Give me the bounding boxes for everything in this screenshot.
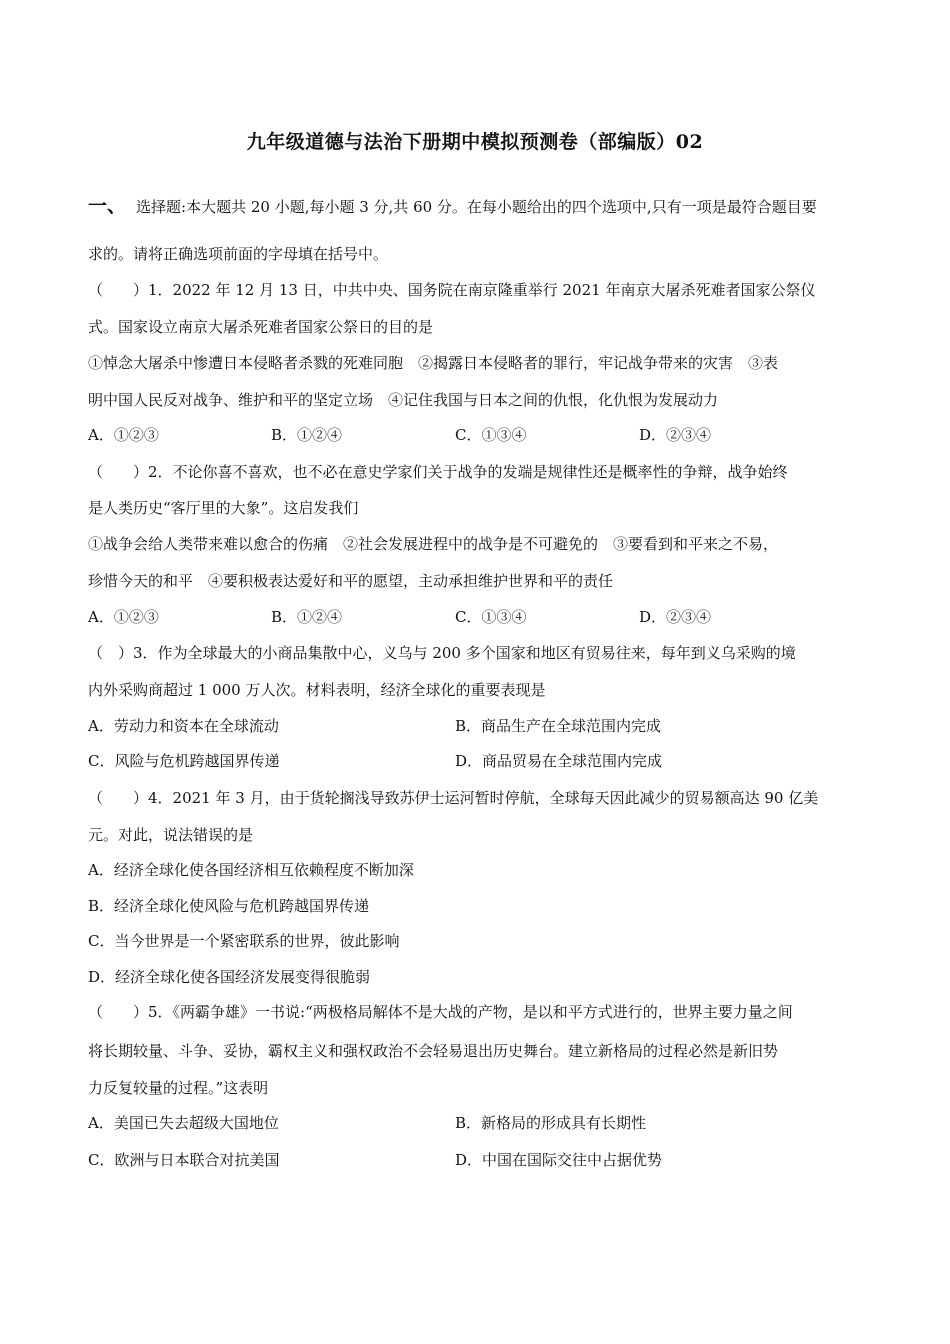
question-1-option-d[interactable]: D．②③④: [639, 426, 712, 444]
question-1-option-c[interactable]: C．①③④: [455, 426, 527, 444]
question-3-option-a[interactable]: A．劳动力和资本在全球流动: [88, 717, 279, 735]
question-2-statement: ①战争会给人类带来难以愈合的伤痛 ②社会发展进程中的战争是不可避免的 ③要看到和平来之不易，: [88, 535, 779, 553]
question-1-stem: （ ）1．2022 年 12 月 13 日，中共中央、国务院在南京隆重举行 2021 年南京大屠杀死难者国家公祭仪: [88, 281, 816, 299]
question-2-stem: （ ）2．不论你喜不喜欢，也不必在意史学家们关于战争的发端是规律性还是概率性的争辩，战争始终: [88, 463, 788, 481]
question-3-stem: 内外采购商超过 1 000 万人次。材料表明，经济全球化的重要表现是: [88, 681, 546, 699]
question-2-statement: 珍惜今天的和平 ④要积极表达爱好和平的愿望，主动承担维护世界和平的责任: [88, 572, 614, 590]
question-5-option-a[interactable]: A．美国已失去超级大国地位: [88, 1114, 279, 1132]
question-2-option-d[interactable]: D．②③④: [639, 608, 712, 626]
question-2-stem: 是人类历史“客厅里的大象”。这启发我们: [88, 499, 359, 517]
section-instruction-text: 选择题:本大题共 20 小题,每小题 3 分,共 60 分。在每小题给出的四个选项中,只有一项是最符合题目要: [136, 198, 817, 216]
question-4-stem: 元。对此，说法错误的是: [88, 826, 254, 844]
question-5-stem: （ ）5．《两霸争雄》一书说:“两极格局解体不是大战的产物，是以和平方式进行的，世界主要力量之间: [88, 1003, 793, 1021]
question-5-option-b[interactable]: B．新格局的形成具有长期性: [455, 1114, 647, 1132]
question-5-option-c[interactable]: C．欧洲与日本联合对抗美国: [88, 1151, 280, 1169]
question-3-stem: （ ）3．作为全球最大的小商品集散中心，义乌与 200 多个国家和地区有贸易往来，每年到义乌采购的境: [88, 644, 796, 662]
question-1-option-a[interactable]: A．①②③: [88, 426, 159, 444]
question-4-option-a[interactable]: A．经济全球化使各国经济相互依赖程度不断加深: [88, 861, 414, 879]
question-5-stem: 将长期较量、斗争、妥协，霸权主义和强权政治不会轻易退出历史舞台。建立新格局的过程必然是新旧势: [88, 1042, 779, 1060]
question-1-option-b[interactable]: B．①②④: [271, 426, 343, 444]
section-instruction-line: 求的。请将正确选项前面的字母填在括号中。: [88, 245, 389, 263]
question-4-option-b[interactable]: B．经济全球化使风险与危机跨越国界传递: [88, 897, 370, 915]
question-1-statement: ①悼念大屠杀中惨遭日本侵略者杀戮的死难同胞 ②揭露日本侵略者的罪行，牢记战争带来的灾害 ③表: [88, 354, 779, 372]
question-5-stem: 力反复较量的过程。”这表明: [88, 1079, 269, 1097]
question-4-stem: （ ）4．2021 年 3 月，由于货轮搁浅导致苏伊士运河暂时停航，全球每天因此减少的贸易额高达 90 亿美: [88, 789, 819, 807]
question-1-statement: 明中国人民反对战争、维护和平的坚定立场 ④记住我国与日本之间的仇恨，化仇恨为发展动力: [88, 391, 719, 409]
page-title: 九年级道德与法治下册期中模拟预测卷（部编版）02: [246, 131, 704, 153]
question-2-option-a[interactable]: A．①②③: [88, 608, 159, 626]
question-3-option-d[interactable]: D．商品贸易在全球范围内完成: [455, 752, 663, 770]
section-instruction-line: [88, 196, 866, 217]
question-3-option-b[interactable]: B．商品生产在全球范围内完成: [455, 717, 662, 735]
question-4-option-d[interactable]: D．经济全球化使各国经济发展变得很脆弱: [88, 968, 371, 986]
question-5-option-d[interactable]: D．中国在国际交往中占据优势: [455, 1151, 663, 1169]
question-2-option-c[interactable]: C．①③④: [455, 608, 527, 626]
section-number: 一、: [88, 195, 127, 217]
question-2-option-b[interactable]: B．①②④: [271, 608, 343, 626]
question-3-option-c[interactable]: C．风险与危机跨越国界传递: [88, 752, 280, 770]
question-1-stem: 式。国家设立南京大屠杀死难者国家公祭日的目的是: [88, 318, 434, 336]
question-4-option-c[interactable]: C．当今世界是一个紧密联系的世界，彼此影响: [88, 932, 400, 950]
